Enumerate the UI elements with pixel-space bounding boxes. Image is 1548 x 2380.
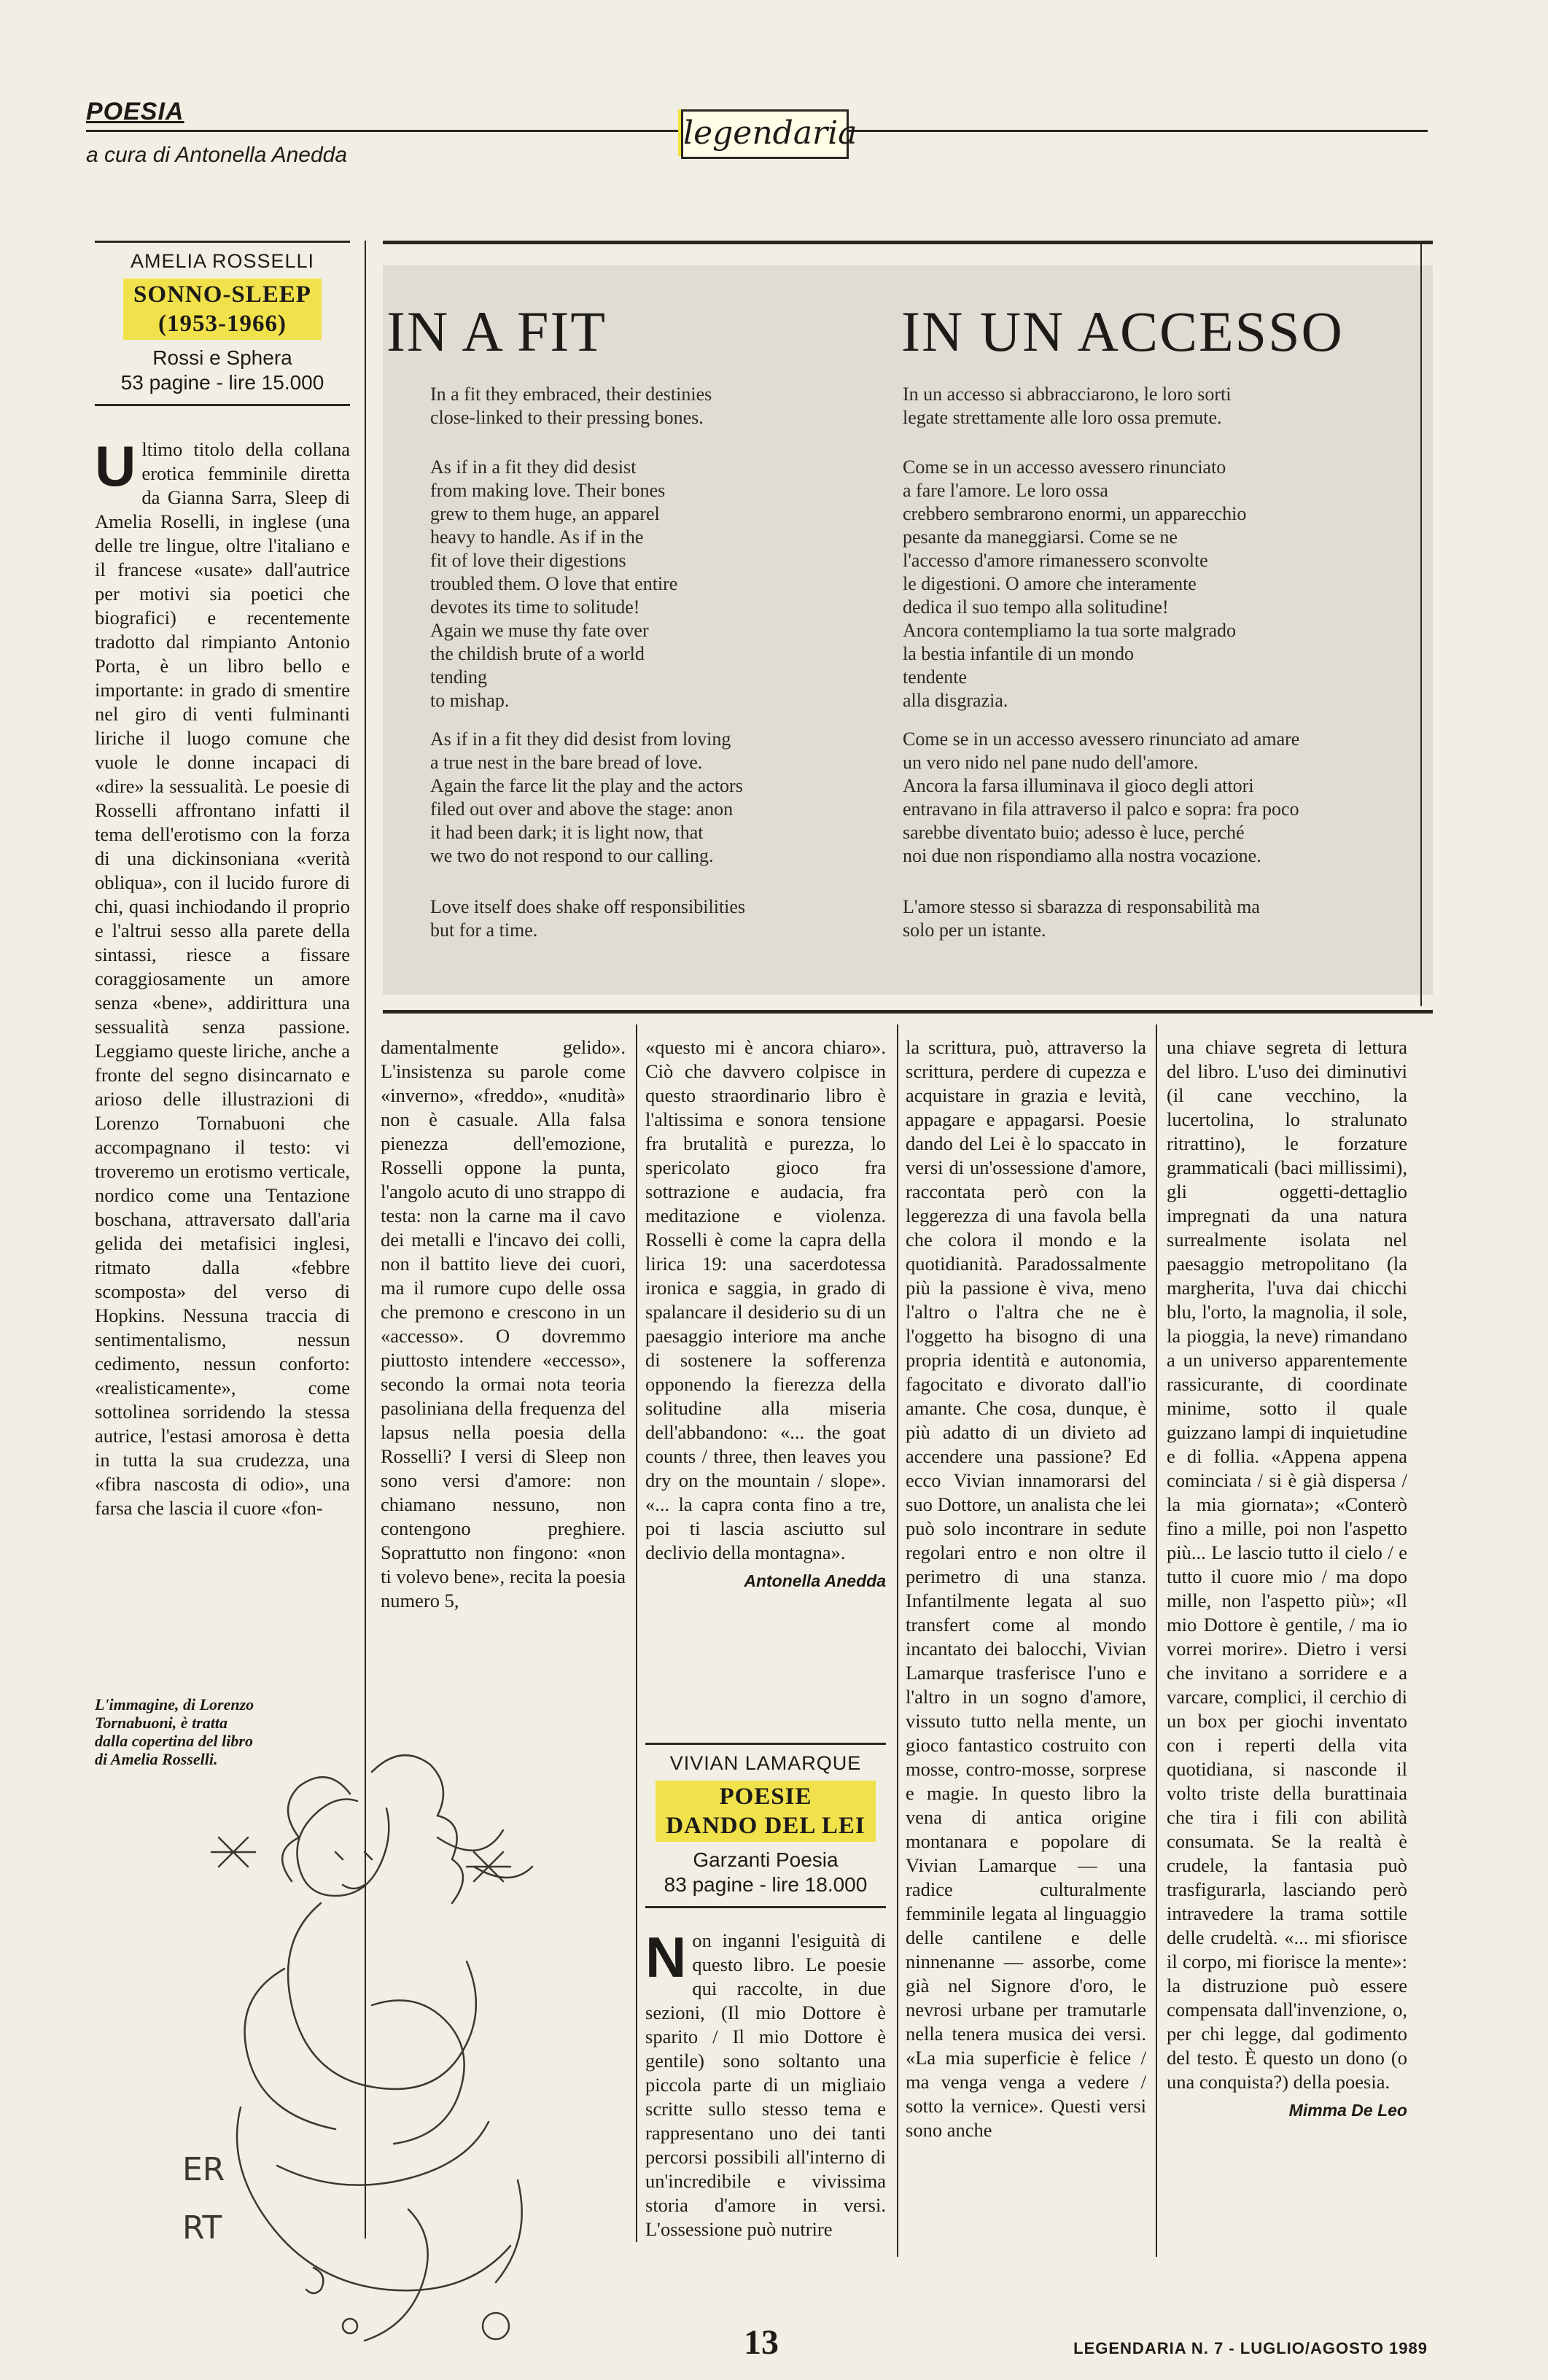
illustration-caption: L'immagine, di Lorenzo Tornabuoni, è tratta dalla copertina del libro di Amelia Rosselli.: [95, 1695, 254, 1768]
article1-column3: [645, 1035, 886, 1593]
section-title: POESIA: [86, 98, 184, 125]
box-bottom-rule: [95, 404, 350, 406]
column-rule: [1156, 1024, 1157, 2257]
article1-column2: [381, 1035, 626, 1613]
book-pages-price: 83 pagine - lire 18.000: [664, 1873, 868, 1896]
book-info-box-lamarque: [645, 1743, 886, 1908]
drawing-letters-er: ER: [182, 2151, 225, 2188]
curator-line: a cura di Antonella Anedda: [86, 143, 348, 167]
column-rule: [636, 1024, 637, 2242]
book-author: AMELIA ROSSELLI: [130, 250, 315, 272]
column-rule: [897, 1024, 898, 2257]
article1-signature: Antonella Anedda: [744, 1571, 886, 1590]
poem-title-italian: IN UN ACCESSO: [901, 300, 1344, 363]
poem-it-stanza: In un accesso si abbracciarono, le loro sorti legate strettamente alle loro ossa premute.: [903, 384, 1232, 428]
box-bottom-rule: [645, 1906, 886, 1908]
poem-it-stanza: L'amore stesso si sbarazza di responsabilità ma solo per un istante.: [903, 896, 1260, 941]
issue-line: LEGENDARIA N. 7 - LUGLIO/AGOSTO 1989: [1073, 2339, 1428, 2357]
article1-text-col3: «questo mi è ancora chiaro». Ciò che davvero colpisce in questo straordinario libro è l'altissima e sonora tensione fra brutalità e purezza, lo spericolato gioco fra sottrazione e audacia, fra meditazione e violenza. Rosselli è come la capra della lirica 19: una sacerdotessa ironica e saggia, in grado di spalancare il desiderio su di un paesaggio interiore ma anche di sostenere la sofferenza opponendo la fierezza della solitudine alla miseria dell'abbandono: «... the goat counts / three, then leaves you dry on the mountain / slope». «... la capra conta fino a tre, poi ti lascia asciutto sul declivio della montagna».: [645, 1036, 886, 1563]
article2-text-col5: una chiave segreta di lettura del libro. L'uso dei diminutivi (il cane vecchino, la lucertolina, lo stralunato ritrattino), le forzature grammaticali (baci millissimi), gli oggetti-dettaglio impregnati da una natura surrealmente isolata nel paesaggio metropolitano (la margherita, l'uva dai chicchi blu, l'orto, la magnolia, il sole, la pioggia, la neve) rimandano a un universo apparentemente rassicurante, di coordinate minime, sotto il quale guizzano lampi di inquietudine e di follia. «Appena appena cominciata / si è già dispersa / la mia giornata»; «Conterò fino a mille, poi non l'aspetto più... Le lascio tutto il cielo / e tutto il cuore mio / ma dopo mille, non l'aspetto più»; «Il mio Dottore è gentile, / ma io vorrei morire». Dietro i versi che invitano a sorridere e a varcare, complici, il cerchio di un box per giochi inventato con i reperti della vita quotidiana, si nasconde il volto triste della burattinaia che tira i fili con abilità consumata. Se la realtà è crudele, la fantasia può trasfigurarla, lasciando però intravedere la trama sottile delle crudeltà. «... mi sfiorisce il corpo, mi fiorisce la mente»: la distruzione può essere compensata dall'invenzione, o, per chi legge, dal godimento del testo. È questo un dono (o una conquista?) della poesia.: [1167, 1036, 1407, 2093]
book-title-line2: DANDO DEL LEI: [666, 1813, 866, 1839]
article2-column4: [906, 1035, 1146, 2142]
article1-text-col2: damentalmente gelido». L'insistenza su parole come «inverno», «freddo», «nudità» non è casuale. Alla falsa pienezza dell'emozione, Rosselli oppone la punta, l'angolo acuto di uno strappo di testa: non la carne ma il cavo dei metalli e l'incavo dei colli, non il battito lieve dei cuori, ma il rumore cupo delle ossa che premono e crescono in un «accesso». O dovremmo piuttosto intendere «eccesso», secondo la ormai nota teoria pasoliniana della frequenza del lapsus nella poesia della Rosselli? I versi di Sleep non sono versi d'amore: non chiamano nessuno, non contengono preghiere. Soprattutto non fingono: «non ti volevo bene», recita la poesia numero 5,: [381, 1036, 626, 1611]
poem-en-stanza: In a fit they embraced, their destinies close-linked to their pressing bones.: [430, 384, 712, 428]
rosselli-illustration: [131, 1728, 598, 2355]
book-author: VIVIAN LAMARQUE: [669, 1752, 862, 1774]
article1-text-col1: ltimo titolo della collana erotica femminile diretta da Gianna Sarra, Sleep di Amelia Roselli, in inglese (una delle tre lingue, oltre l'italiano e il francese «usate» dall'autrice per motivi sia poetici che biografici) e recentemente tradotto dal rimpianto Antonio Porta, è un libro bello e importante: in grado di smentire nel giro di venti fulminanti liriche il luogo comune che vuole le donne incapaci di «dire» la sessualità. Le poesie di Rosselli affrontano infatti il tema dell'erotismo con la forza di una dickinsoniana «verità obliqua», con il lucido furore di chi, quasi inchiodando il proprio e l'altrui sesso alla parete della sintassi, riesce a fissare coraggiosamente un amore senza «bene», addirittura una sessualità senza passione. Leggiamo queste liriche, anche a fronte del segno disincarnato e arioso delle illustrazioni di Lorenzo Tornabuoni che accompagnano il testo: vi troveremo un erotismo verticale, nordico come una Tentazione boschana, attraversato dall'aria gelida dei metafisici inglesi, ritmato dalla «febbre scomposta» del verso di Hopkins. Nessuna traccia di sentimentalismo, nessun cedimento, nessun conforto: «realisticamente», come sottolinea sorridendo la stessa autrice, l'estasi amorosa è detta in tutta la sua crudezza, una «fibra nascosta di odio», una farsa che lascia il cuore «fon-: [95, 438, 350, 1519]
box-top-rule: [645, 1743, 886, 1745]
drawing-letters-rt: RT: [182, 2209, 222, 2247]
poem-en-stanza: Love itself does shake off responsibilities but for a time.: [430, 896, 746, 941]
article2-column3: [645, 1925, 886, 2241]
page-number: 13: [744, 2323, 779, 2362]
article2-signature: Mimma De Leo: [1288, 2101, 1407, 2120]
box-top-rule: [95, 241, 350, 243]
book-title-line1: SONNO-SLEEP: [133, 281, 311, 308]
book-publisher: Garzanti Poesia: [693, 1848, 839, 1871]
poem-title-english: IN A FIT: [386, 300, 607, 363]
poem-right-rule: [1420, 241, 1422, 1006]
article1-dropcap: U: [95, 434, 136, 498]
book-title-line2: (1953-1966): [158, 311, 287, 337]
book-publisher: Rossi e Sphera: [152, 346, 292, 369]
book-title: [656, 1781, 875, 1842]
article1-column1: [95, 434, 350, 1520]
magazine-logo: legendaria: [681, 109, 849, 159]
article2-text-col4: la scrittura, può, attraverso la scrittura, perdere di cupezza e acquistare in grazia e levità, appagare e appagarsi. Poesie dando del Lei è lo spaccato in versi di un'ossessione d'amore, raccontata però con la leggerezza di una favola bella che colora il mondo e la quotidianità. Paradossalmente più la passione è viva, meno l'altro o l'altra che ne è l'oggetto ha bisogno di una propria identità e autonomia, fagocitato e divorato dall'io amante. Che cosa, dunque, è più adatto di un divieto ad accendere una passione? Ed ecco Vivian innamorarsi del suo Dottore, un analista che lei può solo incontrare in sedute regolari entro e non oltre il perimetro di una stanza. Infantilmente legata al suo transfert come al mondo incantato dei balocchi, Vivian Lamarque trasferisce l'uno e l'altro in un sogno d'amore, vissuto tutto nella mente, un gioco fantastico costruito con mosse, contro-mosse, sorprese e magie. In questo libro la vena di antica origine montanara e popolare di Vivian Lamarque — una radice culturalmente femminile legata al linguaggio delle cantilene e delle ninnenanne — assorbe, come già nel Signore d'oro, le nevrosi urbane per tramutarle nella tenera musica dei versi. «La mia superficie è felice / ma venga venga a vedere / sotto la vernice». Questi versi sono anche: [906, 1036, 1146, 2141]
book-pages-price: 53 pagine - lire 15.000: [120, 371, 324, 394]
book-title-line1: POESIE: [719, 1784, 812, 1810]
poem-en-stanza: As if in a fit they did desist from loving a true nest in the bare bread of love. Again the farce lit the play and the actors filed out over and above the stage: anon it had been dark; it is light now, that we two do not respond to our calling.: [430, 728, 743, 866]
poem-it-stanza: Come se in un accesso avessero rinunciato a fare l'amore. Le loro ossa crebbero sembrarono enormi, un apparecchio pesante da maneggiarsi. Come se ne l'accesso d'amore rimanessero sconvolte le digestioni. O amore che interamente dedica il suo tempo alla solitudine! Ancora contempliamo la tua sorte malgrado la bestia infantile di un mondo tendente alla disgrazia.: [903, 456, 1247, 711]
book-info-box-rosselli: [95, 241, 350, 406]
book-title: [123, 279, 322, 340]
article2-text-col3: on inganni l'esiguità di questo libro. Le poesie qui raccolte, in due sezioni, (Il mio Dottore è sparito / Il mio Dottore è gentile) sono soltanto una piccola parte di un migliaio scritte sullo stesso tema e rappresentano uno dei tanti percorsi possibili all'interno di un'incredibile e vivissima storia d'amore in versi. L'ossessione può nutrire: [645, 1929, 886, 2240]
article2-column5: [1167, 1035, 1407, 2123]
article2-dropcap: N: [645, 1925, 687, 1989]
poem-en-stanza: As if in a fit they did desist from making love. Their bones grew to them huge, an apparel heavy to handle. As if in the fit of love their digestions troubled them. O love that entire devotes its time to solitude! Again we muse thy fate over the childish brute of a world tending to mishap.: [430, 456, 678, 711]
poem-it-stanza: Come se in un accesso avessero rinunciato ad amare un vero nido nel pane nudo dell'amore. Ancora la farsa illuminava il gioco degli attori entravano in fila attraverso il palco e sopra: fra poco sarebbe diventato buio; adesso è luce, perché noi due non rispondiamo alla nostra vocazione.: [903, 728, 1300, 866]
